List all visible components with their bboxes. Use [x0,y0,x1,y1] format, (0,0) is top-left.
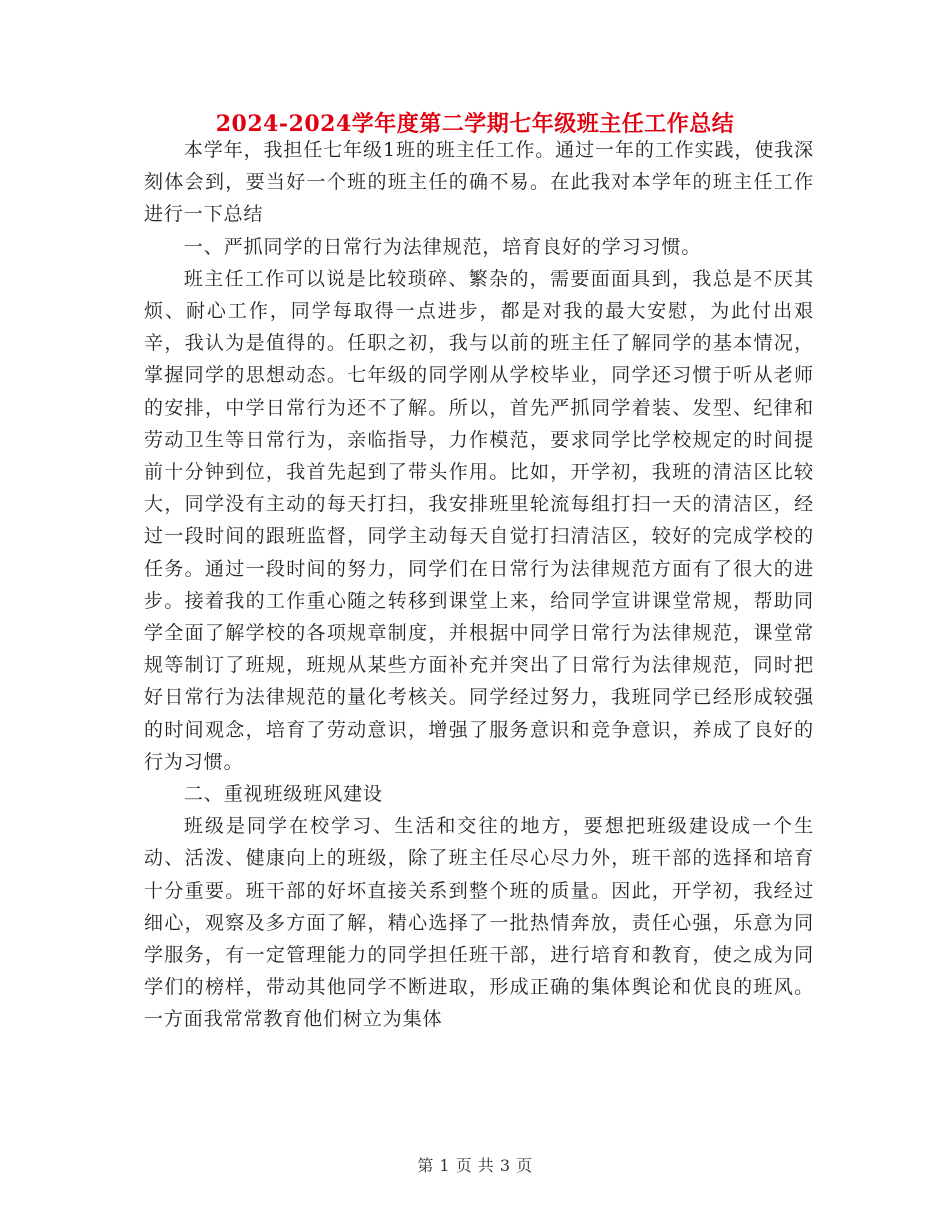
intro-paragraph: 本学年，我担任七年级1班的班主任工作。通过一年的工作实践，使我深刻体会到，要当好一个班的班主任的确不易。在此我对本学年的班主任工作进行一下总结 [144,139,814,226]
document-title: 2024-2024学年度第二学期七年级班主任工作总结 [215,111,735,137]
section-heading-2: 二、重视班级班风建设 [183,783,383,806]
page-footer: 第 1 页 共 3 页 [417,1156,533,1175]
section-heading-1: 一、严抓同学的日常行为法律规范，培育良好的学习习惯。 [183,235,702,258]
document-body [144,134,814,1036]
section-1-paragraph: 班主任工作可以说是比较琐碎、繁杂的，需要面面具到，我总是不厌其烦、耐心工作，同学每取得一点进步，都是对我的最大安慰，为此付出艰辛，我认为是值得的。任职之初，我与以前的班主任了解同学的基本情况，掌握同学的思想动态。七年级的同学刚从学校毕业，同学还习惯于听从老师的安排，中学日常行为还不了解。所以，首先严抓同学着装、发型、纪律和劳动卫生等日常行为，亲临指导，力作模范，要求同学比学校规定的时间提前十分钟到位，我首先起到了带头作用。比如，开学初，我班的清洁区比较大，同学没有主动的每天打扫，我安排班里轮流每组打扫一天的清洁区，经过一段时间的跟班监督，同学主动每天自觉打扫清洁区，较好的完成学校的任务。通过一段时间的努力，同学们在日常行为法律规范方面有了很大的进步。接着我的工作重心随之转移到课堂上来，给同学宣讲课堂常规，帮助同学全面了解学校的各项规章制度，并根据中同学日常行为法律规范，课堂常规等制订了班规，班规从某些方面补充并突出了日常行为法律规范，同时把好日常行为法律规范的量化考核关。同学经过努力，我班同学已经形成较强的时间观念，培育了劳动意识，增强了服务意识和竞争意识，养成了良好的行为习惯。 [144,267,814,773]
section-2-paragraph: 班级是同学在校学习、生活和交往的地方，要想把班级建设成一个生动、活泼、健康向上的班级，除了班主任尽心尽力外，班干部的选择和培育十分重要。班干部的好坏直接关系到整个班的质量。因此，开学初，我经过细心，观察及多方面了解，精心选择了一批热情奔放，责任心强，乐意为同学服务，有一定管理能力的同学担任班干部，进行培育和教育，使之成为同学们的榜样，带动其他同学不断进取，形成正确的集体舆论和优良的班风。一方面我常常教育他们树立为集体 [144,815,814,1031]
